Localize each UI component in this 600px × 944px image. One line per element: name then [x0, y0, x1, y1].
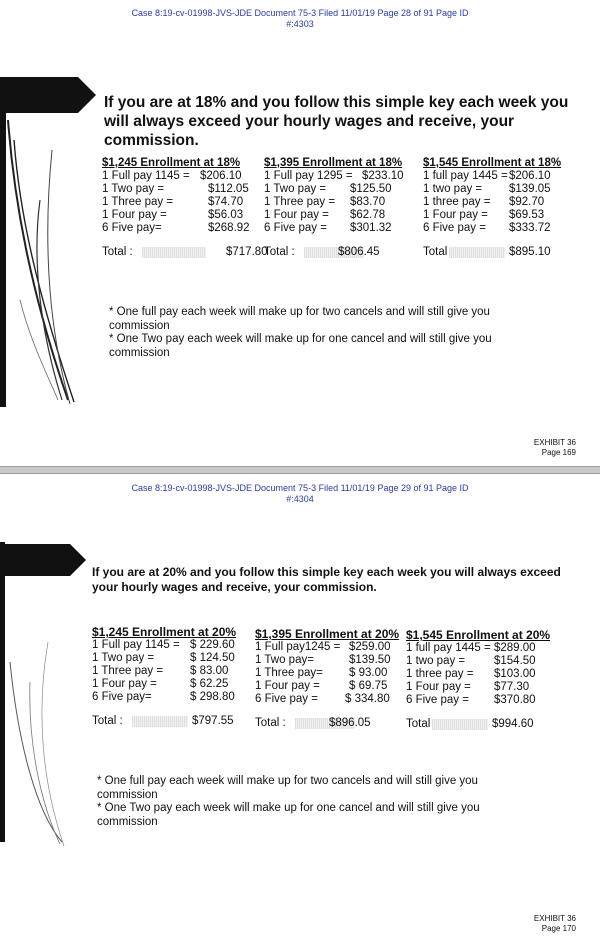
document-page-1 — [0, 0, 600, 466]
row-amount: $370.80 — [494, 694, 536, 706]
row-label: 1 Three pay = — [102, 196, 174, 208]
row-amount: $ 62.25 — [190, 678, 229, 690]
payment-row — [92, 691, 236, 704]
row-amount: $62.78 — [350, 209, 386, 221]
case-header-line: Case 8:19-cv-01998-JVS-JDE Document 75-3 Filed 11/01/19 Page 28 of 91 Page ID — [131, 8, 469, 18]
row-label: 6 Five pay = — [255, 693, 318, 705]
column-title: $1,395 Enrollment at 20% — [255, 627, 400, 641]
payment-row — [102, 170, 240, 183]
row-amount: $103.00 — [494, 668, 536, 680]
payment-row — [102, 183, 249, 196]
note-full-pay: * One full pay each week will make up for two cancels and will still give you commission — [109, 306, 490, 332]
payment-row — [423, 196, 561, 209]
row-label: 1 Four pay = — [264, 209, 329, 221]
total-label: Total : — [102, 246, 133, 258]
row-amount: $ 83.00 — [190, 665, 229, 677]
headline: If you are at 18% and you follow this simple key each week you will always exceed your hourly wages and receive, your commission. — [104, 94, 569, 149]
row-label: 1 Two pay = — [92, 652, 155, 664]
commission-notes — [97, 775, 527, 829]
payment-row — [423, 183, 561, 196]
row-amount: $268.92 — [208, 222, 250, 234]
row-label: 1 Four pay = — [406, 681, 471, 693]
row-amount: $56.03 — [208, 209, 244, 221]
payment-row — [406, 694, 550, 707]
enrollment-column-1545 — [406, 629, 550, 731]
signpost-graphic — [0, 0, 110, 410]
payment-row — [406, 668, 550, 681]
payment-row — [255, 693, 399, 706]
total-row — [92, 714, 236, 728]
payment-row — [255, 641, 399, 654]
total-label: Total : — [92, 715, 123, 727]
scan-shading — [132, 716, 188, 727]
row-amount: $ 69.75 — [349, 680, 388, 692]
payment-row — [264, 170, 402, 183]
enrollment-column-1395 — [255, 628, 399, 730]
payment-row — [423, 209, 561, 222]
payment-row — [92, 652, 236, 665]
case-header-pageid: #:4304 — [286, 494, 314, 504]
case-header — [0, 483, 600, 505]
row-amount: $333.72 — [509, 222, 551, 234]
row-label: 1 Three pay = — [92, 665, 164, 677]
column-title: $1,245 Enrollment at 18% — [102, 157, 241, 169]
row-label: 1 Four pay = — [255, 680, 320, 692]
total-amount: $994.60 — [492, 718, 534, 730]
total-row — [264, 245, 402, 259]
payment-row — [264, 209, 402, 222]
row-label: 6 Five pay = — [406, 694, 469, 706]
enrollment-column-1245 — [102, 157, 268, 259]
note-two-pay: * One Two pay each week will make up for one cancel and will still give you commission — [109, 333, 492, 359]
row-amount: $139.05 — [509, 183, 551, 195]
row-label: 1 Two pay = — [264, 183, 327, 195]
signpost-graphic — [0, 542, 100, 902]
exhibit-number: EXHIBIT 36 — [533, 438, 576, 447]
row-amount: $233.10 — [362, 170, 404, 182]
row-amount: $92.70 — [509, 196, 545, 208]
payment-row — [92, 678, 236, 691]
column-title: $1,545 Enrollment at 18% — [423, 157, 562, 169]
total-amount: $806.45 — [338, 246, 380, 258]
note-two-pay: * One Two pay each week will make up for one cancel and will still give you commission — [97, 802, 480, 828]
row-label: 1 two pay = — [423, 183, 483, 195]
payment-row — [255, 680, 399, 693]
row-amount: $289.00 — [494, 642, 536, 654]
enrollment-column-1545 — [423, 157, 561, 259]
total-label: Total : — [255, 717, 286, 729]
row-amount: $125.50 — [350, 183, 392, 195]
payment-row — [92, 665, 236, 678]
row-label: 1 Three pay = — [264, 196, 336, 208]
total-row — [423, 245, 561, 259]
payment-row — [264, 183, 402, 196]
row-label: 1 Full pay 1295 = — [264, 170, 353, 182]
document-page-2 — [0, 474, 600, 944]
row-label: 6 Five pay= — [102, 222, 162, 234]
row-amount: $ 229.60 — [190, 639, 235, 651]
exhibit-page: Page 169 — [541, 448, 576, 457]
row-label: 1 three pay = — [423, 196, 491, 208]
total-amount: $717.80 — [226, 246, 268, 258]
row-label: 1 Two pay= — [255, 654, 314, 666]
row-label: 1 Full pay 1145 = — [102, 170, 190, 182]
payment-row — [406, 642, 550, 655]
column-title: $1,545 Enrollment at 20% — [406, 628, 551, 642]
row-label: 1 full pay 1445 = — [406, 642, 491, 654]
exhibit-number: EXHIBIT 36 — [533, 914, 576, 923]
headline: If you are at 20% and you follow this simple key each week you will always exceed your hourly wages and receive, your commission. — [92, 565, 561, 594]
total-row — [102, 245, 268, 259]
row-amount: $69.53 — [509, 209, 545, 221]
payment-row — [102, 196, 244, 209]
payment-row — [102, 209, 244, 222]
exhibit-stamp — [534, 914, 576, 934]
total-row — [406, 717, 550, 731]
enrollment-column-1245 — [92, 626, 236, 728]
total-amount: $797.55 — [192, 715, 234, 727]
row-amount: $77.30 — [494, 681, 530, 693]
payment-row — [255, 667, 399, 680]
row-label: 1 Full pay1245 = — [255, 641, 341, 653]
row-label: 6 Five pay= — [92, 691, 152, 703]
row-amount: $74.70 — [208, 196, 244, 208]
scan-shading — [142, 247, 206, 258]
row-amount: $ 124.50 — [190, 652, 235, 664]
note-full-pay: * One full pay each week will make up for two cancels and will still give you commission — [97, 775, 478, 801]
row-label: 1 full pay 1445 = — [423, 170, 508, 182]
total-label: Total : — [264, 246, 295, 258]
payment-row — [264, 196, 402, 209]
row-label: 6 Five pay = — [423, 222, 486, 234]
row-label: 1 Four pay = — [423, 209, 488, 221]
payment-row — [423, 222, 561, 235]
row-amount: $259.00 — [349, 641, 391, 653]
total-label: Total — [423, 246, 448, 258]
row-amount: $139.50 — [349, 654, 391, 666]
row-label: 1 Three pay= — [255, 667, 323, 679]
enrollment-column-1395 — [264, 157, 402, 259]
row-label: 1 Full pay 1145 = — [92, 639, 180, 651]
total-amount: $896.05 — [329, 717, 371, 729]
row-amount: $112.05 — [208, 183, 249, 195]
case-header-line: Case 8:19-cv-01998-JVS-JDE Document 75-3 Filed 11/01/19 Page 29 of 91 Page ID — [131, 483, 469, 493]
payment-row — [255, 654, 399, 667]
row-label: 1 Two pay = — [102, 183, 165, 195]
row-amount: $206.10 — [509, 170, 551, 182]
scan-shading — [432, 719, 488, 730]
exhibit-stamp — [534, 438, 576, 458]
row-label: 1 two pay = — [406, 655, 466, 667]
page-separator — [0, 466, 600, 474]
row-amount: $ 334.80 — [345, 693, 390, 705]
row-label: 1 Four pay = — [92, 678, 157, 690]
row-label: 1 three pay = — [406, 668, 474, 680]
payment-row — [102, 222, 250, 235]
row-amount: $ 298.80 — [190, 691, 235, 703]
total-row — [255, 716, 399, 730]
exhibit-page: Page 170 — [541, 924, 576, 933]
payment-row — [406, 655, 550, 668]
row-amount: $206.10 — [200, 170, 242, 182]
payment-row — [264, 222, 402, 235]
total-amount: $895.10 — [509, 246, 551, 258]
row-amount: $83.70 — [350, 196, 386, 208]
case-header-pageid: #:4303 — [286, 19, 314, 29]
column-title: $1,395 Enrollment at 18% — [264, 157, 403, 169]
row-amount: $301.32 — [350, 222, 392, 234]
row-label: 6 Five pay = — [264, 222, 327, 234]
column-title: $1,245 Enrollment at 20% — [92, 625, 237, 639]
payment-row — [423, 170, 561, 183]
payment-row — [406, 681, 550, 694]
row-amount: $ 93.00 — [349, 667, 388, 679]
payment-row — [92, 639, 236, 652]
commission-notes — [109, 306, 539, 360]
row-amount: $154.50 — [494, 655, 536, 667]
total-label: Total — [406, 718, 431, 730]
row-label: 1 Four pay = — [102, 209, 167, 221]
scan-shading — [449, 247, 505, 258]
